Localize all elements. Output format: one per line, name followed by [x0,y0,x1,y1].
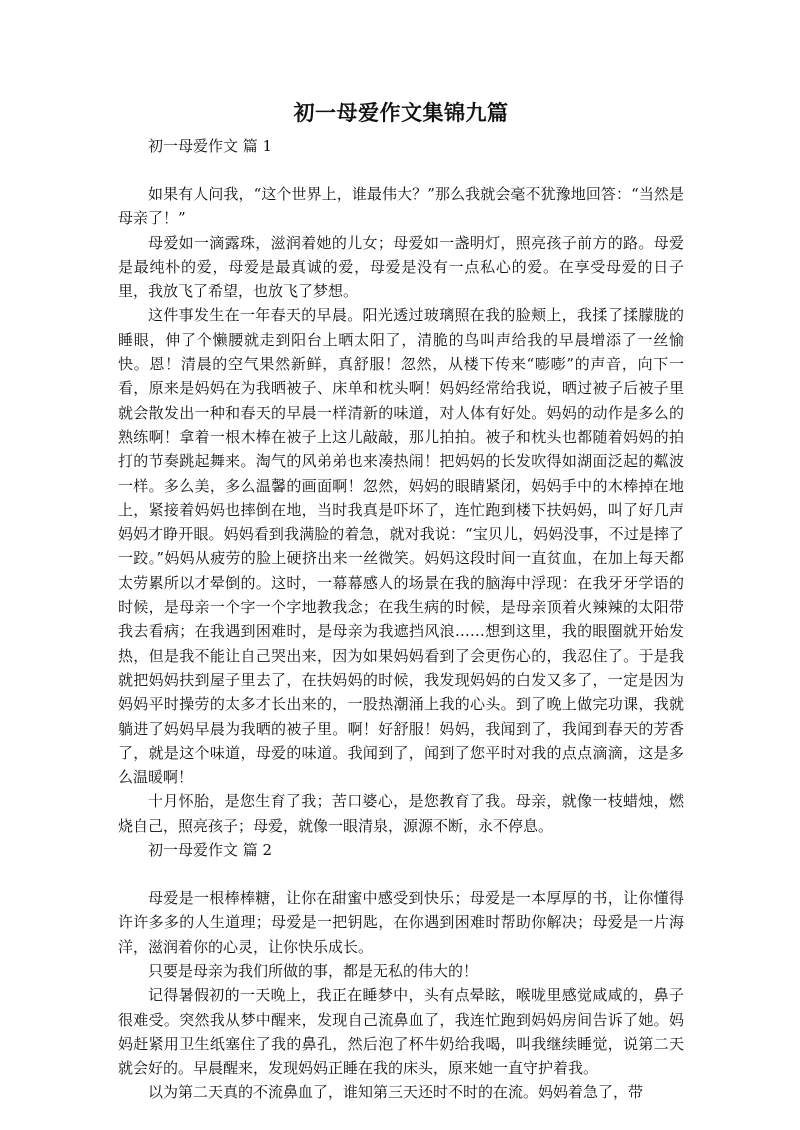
section-spacer [118,158,684,182]
paragraph: 母爱是一根棒棒糖，让你在甜蜜中感受到快乐；母爱是一本厚厚的书，让你懂得许许多多的人生道理；母爱是一把钥匙，在你遇到困难时帮助你解决；母爱是一片海洋，滋润着你的心灵，让你快乐成长。 [118,889,684,956]
paragraph: 以为第二天真的不流鼻血了，谁知第三天还时不时的在流。妈妈着急了，带 [148,1083,644,1102]
paragraph: 记得暑假初的一天晚上，我正在睡梦中，头有点晕眩，喉咙里感觉咸咸的，鼻子很难受。突然我从梦中醒来，发现自己流鼻血了，我连忙跑到妈妈房间告诉了她。妈妈赶紧用卫生纸塞住了我的鼻孔，然后泡了杯牛奶给我喝，叫我继续睡觉，说第二天就会好的。早晨醒来，发现妈妈正睡在我的床头，原来她一直守护着我。 [118,986,684,1078]
paragraph: 这件事发生在一年春天的早晨。阳光透过玻璃照在我的脸颊上，我揉了揉朦胧的睡眼，伸了个懒腰就走到阳台上晒太阳了，清脆的鸟叫声给我的早晨增添了一丝愉快。恩！清晨的空气果然新鲜，真舒服！忽然，从楼下传来“嘭嘭”的声音，向下一看，原来是妈妈在为我晒被子、床单和枕头啊！妈妈经常给我说，晒过被子后被子里就会散发出一种和春天的早晨一样清新的味道，对人体有好处。妈妈的动作是多么的熟练啊！拿着一根木棒在被子上这儿敲敲，那儿拍拍。被子和枕头也都随着妈妈的拍打的节奏跳起舞来。淘气的风弟弟也来凑热闹！把妈妈的长发吹得如湖面泛起的粼波一样。多么美，多么温馨的画面啊！忽然，妈妈的眼睛紧闭，妈妈手中的木棒掉在地上，紧接着妈妈也摔倒在地，当时我真是吓坏了，连忙跑到楼下扶妈妈，叫了好几声妈妈才睁开眼。妈妈看到我满脸的着急，就对我说：“宝贝儿，妈妈没事，不过是摔了一跤。”妈妈从疲劳的脸上硬挤出来一丝微笑。妈妈这段时间一直贫血，在加上每天都太劳累所以才晕倒的。这时，一幕幕感人的场景在我的脑海中浮现：在我牙牙学语的时候，是母亲一个字一个字地教我念；在我生病的时候，是母亲顶着火辣辣的太阳带我去看病；在我遇到困难时，是母亲为我遮挡风浪……想到这里，我的眼圈就开始发热，但是我不能让自己哭出来，因为如果妈妈看到了会更伤心的，我忍住了。于是我就把妈妈扶到屋子里去了，在扶妈妈的时候，我发现妈妈的白发又多了，一定是因为妈妈平时操劳的太多才长出来的，一股热潮涌上我的心头。到了晚上做完功课，我就躺进了妈妈早晨为我晒的被子里。啊！好舒服！妈妈，我闻到了，我闻到春天的芳香了，就是这个味道，母爱的味道。我闻到了，闻到了您平时对我的点点滴滴，这是多么温暖啊！ [118,306,684,787]
section-heading-1: 初一母爱作文 篇 1 [148,137,273,155]
paragraph: 母爱如一滴露珠，滋润着她的儿女；母爱如一盏明灯，照亮孩子前方的路。母爱是最纯朴的爱，母爱是最真诚的爱，母爱是没有一点私心的爱。在享受母爱的日子里，我放飞了希望，也放飞了梦想。 [118,233,684,301]
section-1 [118,134,684,838]
paragraph: 十月怀胎，是您生育了我；苦口婆心，是您教育了我。母亲，就像一枝蜡烛，燃烧自己，照亮孩子；母爱，就像一眼清泉，源源不断，永不停息。 [118,792,684,835]
section-2 [118,838,684,1105]
section-heading-2: 初一母爱作文 篇 2 [148,841,273,860]
section-spacer [118,862,684,886]
document-page [118,98,684,1105]
paragraph: 如果有人问我，“这个世界上，谁最伟大？”那么我就会毫不犹豫地回答：“当然是母亲了！” [118,185,684,228]
paragraph: 只要是母亲为我们所做的事，都是无私的伟大的！ [148,961,479,980]
document-title: 初一母爱作文集锦九篇 [293,100,509,125]
